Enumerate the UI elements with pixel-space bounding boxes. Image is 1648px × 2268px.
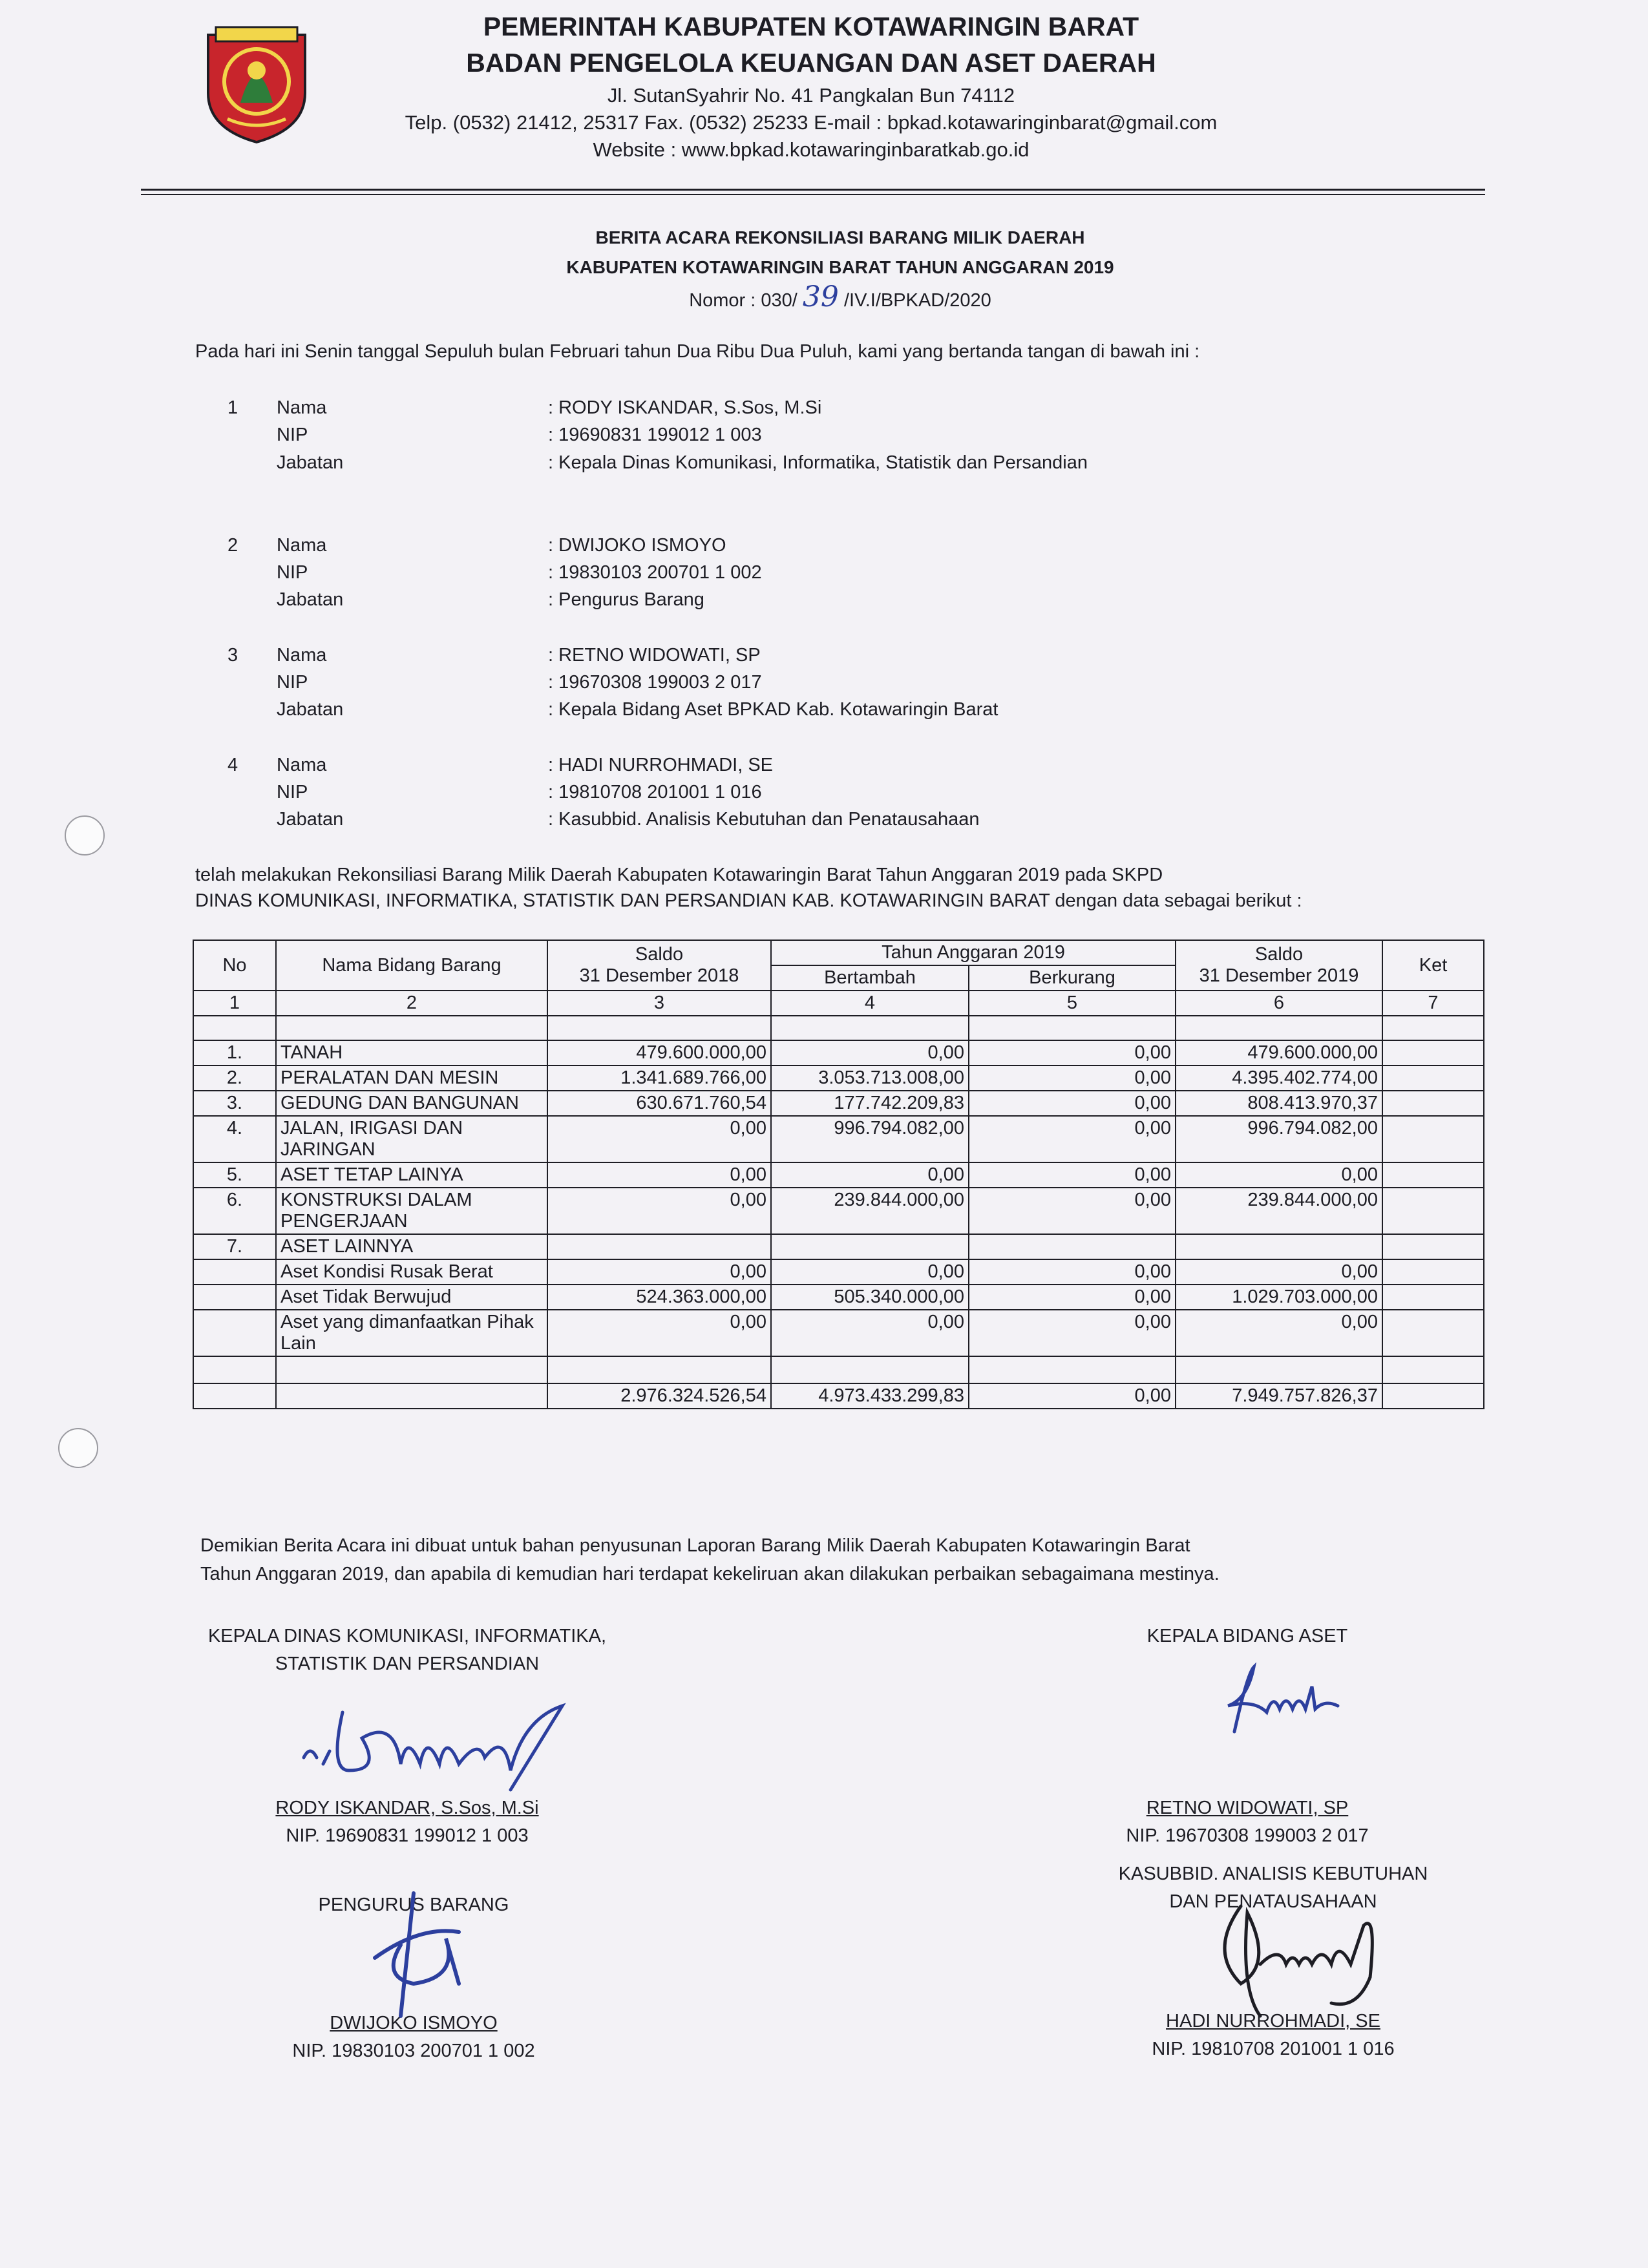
- party-nama: : RODY ISKANDAR, S.Sos, M.Si: [548, 397, 822, 418]
- col-number: 5: [969, 991, 1176, 1016]
- header-ket: Ket: [1382, 940, 1484, 991]
- closing-line1: Demikian Berita Acara ini dibuat untuk bahan penyusunan Laporan Barang Milik Daerah Kabupaten Kotawaringin Barat: [200, 1535, 1190, 1556]
- party-number: 1: [227, 397, 238, 418]
- kasubbid-signature: [1202, 1887, 1409, 2029]
- row-saldo-2019: 996.794.082,00: [1176, 1116, 1382, 1162]
- table-body: [193, 1040, 1484, 1356]
- row-ket: [1382, 1310, 1484, 1356]
- document-number: [0, 280, 1648, 313]
- label-nip: NIP: [277, 425, 308, 445]
- empty-cell: [276, 1383, 547, 1409]
- row-bertambah: 239.844.000,00: [771, 1188, 969, 1234]
- row-saldo-2018: 630.671.760,54: [547, 1091, 771, 1116]
- row-berkurang: 0,00: [969, 1162, 1176, 1188]
- label-jabatan: Jabatan: [277, 809, 344, 830]
- party-jabatan: : Kasubbid. Analisis Kebutuhan dan Penatausahaan: [548, 809, 980, 830]
- row-no: [193, 1285, 276, 1310]
- empty-cell: [193, 1016, 276, 1040]
- table-spacer-row: [193, 1356, 1484, 1383]
- empty-cell: [276, 1016, 547, 1040]
- row-berkurang: 0,00: [969, 1285, 1176, 1310]
- table-row: [193, 1234, 1484, 1259]
- row-bertambah: 0,00: [771, 1040, 969, 1066]
- empty-cell: [1176, 1016, 1382, 1040]
- row-no: [193, 1259, 276, 1285]
- kasubbid-name: HADI NURROHMADI, SE: [1166, 2011, 1380, 2032]
- empty-cell: [547, 1356, 771, 1383]
- row-saldo-2019: 4.395.402.774,00: [1176, 1066, 1382, 1091]
- table-row: [193, 1188, 1484, 1234]
- row-nama-bidang: JALAN, IRIGASI DAN JARINGAN: [276, 1116, 547, 1162]
- pengurus-title: PENGURUS BARANG: [318, 1895, 509, 1915]
- kadis-nip: NIP. 19690831 199012 1 003: [286, 1825, 529, 1846]
- row-no: 2.: [193, 1066, 276, 1091]
- empty-cell: [771, 1356, 969, 1383]
- empty-cell: [1382, 1016, 1484, 1040]
- row-saldo-2018: 0,00: [547, 1310, 771, 1356]
- table-header-row: [193, 940, 1484, 965]
- pengurus-signature: [362, 1887, 491, 2022]
- nomor-suffix: /IV.I/BPKAD/2020: [843, 290, 991, 311]
- punch-hole-bottom: [58, 1428, 98, 1468]
- letterhead-contact: Telp. (0532) 21412, 25317 Fax. (0532) 25233 E-mail : bpkad.kotawaringinbarat@gmail.com: [405, 111, 1218, 134]
- label-nip: NIP: [277, 782, 308, 803]
- row-berkurang: 0,00: [969, 1040, 1176, 1066]
- row-ket: [1382, 1116, 1484, 1162]
- total-saldo-2018: 2.976.324.526,54: [547, 1383, 771, 1409]
- row-ket: [1382, 1285, 1484, 1310]
- row-saldo-2018: 0,00: [547, 1116, 771, 1162]
- table-total-row: [193, 1383, 1484, 1409]
- row-saldo-2018: 0,00: [547, 1259, 771, 1285]
- row-nama-bidang: ASET LAINNYA: [276, 1234, 547, 1259]
- table-row: [193, 1310, 1484, 1356]
- closing-line2: Tahun Anggaran 2019, dan apabila di kemudian hari terdapat kekeliruan akan dilakukan perbaikan sebagaimana mestinya.: [200, 1564, 1220, 1584]
- row-no: 5.: [193, 1162, 276, 1188]
- empty-cell: [193, 1356, 276, 1383]
- col-number: 3: [547, 991, 771, 1016]
- row-berkurang: 0,00: [969, 1091, 1176, 1116]
- row-nama-bidang: GEDUNG DAN BANGUNAN: [276, 1091, 547, 1116]
- row-no: [193, 1310, 276, 1356]
- empty-cell: [969, 1356, 1176, 1383]
- row-berkurang: 0,00: [969, 1259, 1176, 1285]
- row-ket: [1382, 1066, 1484, 1091]
- nomor-handwritten: 39: [802, 280, 839, 313]
- row-bertambah: 3.053.713.008,00: [771, 1066, 969, 1091]
- table-row: [193, 1285, 1484, 1310]
- header-bertambah: Bertambah: [771, 965, 969, 991]
- row-saldo-2019: 0,00: [1176, 1259, 1382, 1285]
- letterhead-rule-bottom: [141, 194, 1485, 195]
- col-number: 7: [1382, 991, 1484, 1016]
- party-jabatan: : Kepala Bidang Aset BPKAD Kab. Kotawaringin Barat: [548, 699, 998, 720]
- letterhead-address: Jl. SutanSyahrir No. 41 Pangkalan Bun 74112: [607, 84, 1015, 107]
- label-nip: NIP: [277, 672, 308, 693]
- row-berkurang: 0,00: [969, 1188, 1176, 1234]
- row-saldo-2019: 808.413.970,37: [1176, 1091, 1382, 1116]
- kasubbid-title-line1: KASUBBID. ANALISIS KEBUTUHAN: [1118, 1864, 1428, 1884]
- row-ket: [1382, 1234, 1484, 1259]
- reconciliation-table: [193, 940, 1484, 1409]
- row-ket: [1382, 1040, 1484, 1066]
- party-nama: : HADI NURROHMADI, SE: [548, 755, 774, 775]
- kadis-title-line2: STATISTIK DAN PERSANDIAN: [275, 1654, 540, 1674]
- row-saldo-2018: [547, 1234, 771, 1259]
- empty-cell: [771, 1016, 969, 1040]
- row-nama-bidang: Aset Tidak Berwujud: [276, 1285, 547, 1310]
- kabid-signature: [1209, 1661, 1351, 1738]
- party-jabatan: : Pengurus Barang: [548, 589, 704, 610]
- row-bertambah: 0,00: [771, 1162, 969, 1188]
- kadis-name: RODY ISKANDAR, S.Sos, M.Si: [275, 1798, 539, 1818]
- party-nip: : 19830103 200701 1 002: [548, 562, 762, 583]
- kabid-nip: NIP. 19670308 199003 2 017: [1126, 1825, 1369, 1846]
- row-berkurang: 0,00: [969, 1066, 1176, 1091]
- row-bertambah: [771, 1234, 969, 1259]
- header-saldo-2019: [1176, 940, 1382, 991]
- party-nip: : 19670308 199003 2 017: [548, 672, 762, 693]
- row-no: 1.: [193, 1040, 276, 1066]
- header-no: No: [193, 940, 276, 991]
- party-nip: : 19690831 199012 1 003: [548, 425, 762, 445]
- party-nip: : 19810708 201001 1 016: [548, 782, 762, 803]
- letterhead-website: Website : www.bpkad.kotawaringinbaratkab.go.id: [593, 138, 1030, 161]
- row-bertambah: 505.340.000,00: [771, 1285, 969, 1310]
- label-nama: Nama: [277, 535, 327, 556]
- label-jabatan: Jabatan: [277, 699, 344, 720]
- empty-cell: [1382, 1383, 1484, 1409]
- empty-cell: [969, 1016, 1176, 1040]
- row-saldo-2018: 0,00: [547, 1188, 771, 1234]
- header-saldo-2018-line2: 31 Desember 2018: [579, 965, 739, 986]
- row-bertambah: 0,00: [771, 1310, 969, 1356]
- header-saldo-2019-line1: Saldo: [1254, 944, 1304, 965]
- row-saldo-2019: 0,00: [1176, 1162, 1382, 1188]
- row-nama-bidang: Aset Kondisi Rusak Berat: [276, 1259, 547, 1285]
- row-saldo-2018: 479.600.000,00: [547, 1040, 771, 1066]
- statement-line1: telah melakukan Rekonsiliasi Barang Milik Daerah Kabupaten Kotawaringin Barat Tahun Anggaran 2019 pada SKPD: [195, 865, 1163, 885]
- header-saldo-2018: [547, 940, 771, 991]
- empty-cell: [193, 1383, 276, 1409]
- kadis-signature: [291, 1693, 575, 1796]
- document-title-line1: BERITA ACARA REKONSILIASI BARANG MILIK DAERAH: [595, 227, 1085, 247]
- row-ket: [1382, 1091, 1484, 1116]
- row-saldo-2019: 479.600.000,00: [1176, 1040, 1382, 1066]
- row-saldo-2018: 0,00: [547, 1162, 771, 1188]
- table-row: [193, 1066, 1484, 1091]
- row-berkurang: 0,00: [969, 1310, 1176, 1356]
- row-saldo-2019: [1176, 1234, 1382, 1259]
- empty-cell: [1176, 1356, 1382, 1383]
- header-saldo-2019-line2: 31 Desember 2019: [1199, 965, 1359, 986]
- party-number: 3: [227, 645, 238, 666]
- label-jabatan: Jabatan: [277, 452, 344, 473]
- row-ket: [1382, 1162, 1484, 1188]
- header-saldo-2018-line1: Saldo: [635, 944, 684, 965]
- party-number: 4: [227, 755, 238, 775]
- table-row: [193, 1040, 1484, 1066]
- party-nama: : DWIJOKO ISMOYO: [548, 535, 726, 556]
- row-saldo-2018: 1.341.689.766,00: [547, 1066, 771, 1091]
- row-nama-bidang: TANAH: [276, 1040, 547, 1066]
- total-saldo-2019: 7.949.757.826,37: [1176, 1383, 1382, 1409]
- kasubbid-nip: NIP. 19810708 201001 1 016: [1152, 2039, 1395, 2059]
- row-bertambah: 996.794.082,00: [771, 1116, 969, 1162]
- col-number: 4: [771, 991, 969, 1016]
- row-saldo-2019: 1.029.703.000,00: [1176, 1285, 1382, 1310]
- party-jabatan: : Kepala Dinas Komunikasi, Informatika, Statistik dan Persandian: [548, 452, 1088, 473]
- row-nama-bidang: ASET TETAP LAINYA: [276, 1162, 547, 1188]
- row-no: 6.: [193, 1188, 276, 1234]
- letterhead-rule-top: [141, 189, 1485, 191]
- total-bertambah: 4.973.433.299,83: [771, 1383, 969, 1409]
- statement-line2: DINAS KOMUNIKASI, INFORMATIKA, STATISTIK DAN PERSANDIAN KAB. KOTAWARINGIN BARAT dengan data sebagai berikut :: [195, 890, 1302, 911]
- row-bertambah: 0,00: [771, 1259, 969, 1285]
- table-column-number-row: [193, 991, 1484, 1016]
- party-nama: : RETNO WIDOWATI, SP: [548, 645, 761, 666]
- pengurus-nip: NIP. 19830103 200701 1 002: [292, 2041, 535, 2061]
- row-berkurang: 0,00: [969, 1116, 1176, 1162]
- letterhead-government: PEMERINTAH KABUPATEN KOTAWARINGIN BARAT: [483, 12, 1139, 41]
- document-title-line2: KABUPATEN KOTAWARINGIN BARAT TAHUN ANGGARAN 2019: [566, 257, 1114, 277]
- label-nip: NIP: [277, 562, 308, 583]
- empty-cell: [276, 1356, 547, 1383]
- punch-hole-top: [65, 815, 105, 856]
- row-ket: [1382, 1188, 1484, 1234]
- header-berkurang: Berkurang: [969, 965, 1176, 991]
- row-saldo-2019: 239.844.000,00: [1176, 1188, 1382, 1234]
- row-saldo-2019: 0,00: [1176, 1310, 1382, 1356]
- row-nama-bidang: PERALATAN DAN MESIN: [276, 1066, 547, 1091]
- row-saldo-2018: 524.363.000,00: [547, 1285, 771, 1310]
- col-number: 6: [1176, 991, 1382, 1016]
- label-nama: Nama: [277, 755, 327, 775]
- label-jabatan: Jabatan: [277, 589, 344, 610]
- opening-paragraph: Pada hari ini Senin tanggal Sepuluh bulan Februari tahun Dua Ribu Dua Puluh, kami yang bertanda tangan di bawah ini :: [195, 341, 1200, 362]
- total-berkurang: 0,00: [969, 1383, 1176, 1409]
- table-row: [193, 1116, 1484, 1162]
- nomor-prefix: Nomor : 030/: [689, 290, 798, 311]
- table-row: [193, 1091, 1484, 1116]
- header-nama-bidang: Nama Bidang Barang: [276, 940, 547, 991]
- col-number: 1: [193, 991, 276, 1016]
- col-number: 2: [276, 991, 547, 1016]
- kabid-title: KEPALA BIDANG ASET: [1146, 1626, 1348, 1646]
- row-berkurang: [969, 1234, 1176, 1259]
- table-spacer-row: [193, 1016, 1484, 1040]
- row-no: 4.: [193, 1116, 276, 1162]
- row-nama-bidang: KONSTRUKSI DALAM PENGERJAAN: [276, 1188, 547, 1234]
- row-bertambah: 177.742.209,83: [771, 1091, 969, 1116]
- label-nama: Nama: [277, 397, 327, 418]
- row-no: 3.: [193, 1091, 276, 1116]
- row-nama-bidang: Aset yang dimanfaatkan Pihak Lain: [276, 1310, 547, 1356]
- kabid-name: RETNO WIDOWATI, SP: [1146, 1798, 1349, 1818]
- table-row: [193, 1259, 1484, 1285]
- row-no: 7.: [193, 1234, 276, 1259]
- letterhead-agency: BADAN PENGELOLA KEUANGAN DAN ASET DAERAH: [466, 48, 1156, 78]
- header-tahun-anggaran: Tahun Anggaran 2019: [771, 940, 1176, 965]
- kasubbid-title-line2: DAN PENATAUSAHAAN: [1169, 1891, 1377, 1912]
- table-row: [193, 1162, 1484, 1188]
- label-nama: Nama: [277, 645, 327, 666]
- kadis-title-line1: KEPALA DINAS KOMUNIKASI, INFORMATIKA,: [207, 1626, 607, 1646]
- party-number: 2: [227, 535, 238, 556]
- empty-cell: [1382, 1356, 1484, 1383]
- row-ket: [1382, 1259, 1484, 1285]
- empty-cell: [547, 1016, 771, 1040]
- pengurus-name: DWIJOKO ISMOYO: [330, 2013, 498, 2033]
